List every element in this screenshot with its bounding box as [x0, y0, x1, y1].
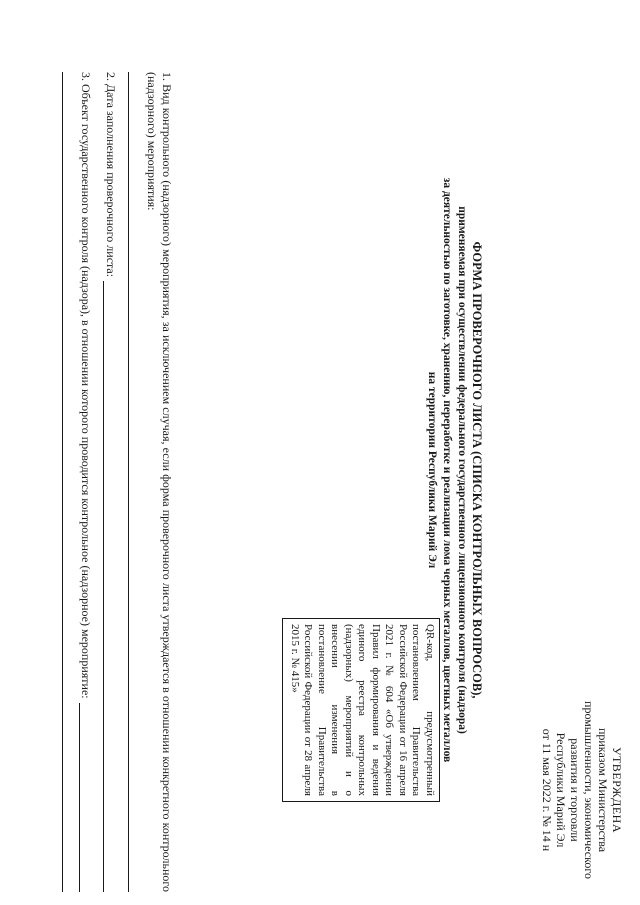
form-item-inspection-type: [128, 72, 174, 892]
qr-code-note-text: QR-код, предусмотренный постановлением Правительства Российской Федерации от 16 апреля 2021 г. № 604 «Об утверждении Правил формирования и ведения единого реестра контрольных (надзорных) мероприятий и о внесении изменения в постановление Правительства Российской Федерации от 28 апреля 2015 г. № 415»: [289, 624, 436, 796]
approval-line: Республики Марий Эл: [554, 732, 568, 848]
approval-line: промышленности, экономического: [582, 701, 596, 879]
form-item-control-object: [62, 72, 94, 892]
form-subtitle-line: за деятельностью по заготовке, хранению, переработке и реализации лома черных металлов, цветных металлов: [441, 177, 453, 763]
inspection-type-field[interactable]: [128, 72, 145, 892]
form-subtitle-line: на территории Республики Марий Эл: [426, 371, 438, 569]
approval-line: от 11 мая 2022 г. № 14 н: [540, 728, 554, 852]
form-title: ФОРМА ПРОВЕРОЧНОГО ЛИСТА (СПИСКА КОНТРОЛЬНЫХ ВОПРОСОВ),: [470, 241, 484, 699]
approval-line: развития и торговли: [568, 738, 582, 842]
form-items: [62, 72, 174, 892]
approval-line: приказом Министерства: [596, 727, 610, 853]
approval-stamp: УТВЕРЖДЕНА: [610, 746, 624, 833]
control-object-field-continued[interactable]: [62, 72, 79, 892]
form-subtitle-line: применяемая при осуществлении федерального государственного лицензионного контроля (надзора): [456, 206, 468, 734]
fill-date-field[interactable]: [104, 281, 117, 892]
qr-code-note-box: [283, 618, 441, 802]
item-label: 3. Объект государственного контроля (надзора), в отношении которого проводится контрольное (надзорное) мероприятие:: [79, 72, 94, 699]
approval-block: [540, 690, 624, 890]
item-label: 2. Дата заполнения проверочного листа:: [104, 72, 118, 278]
control-object-field[interactable]: [79, 703, 92, 892]
form-item-fill-date: [104, 72, 119, 892]
item-label: 1. Вид контрольного (надзорного) мероприятия, за исключением случая, если форма проверочного листа утверждается в отношении конкретного контрольного (надзорного) мероприятия:: [145, 72, 174, 892]
